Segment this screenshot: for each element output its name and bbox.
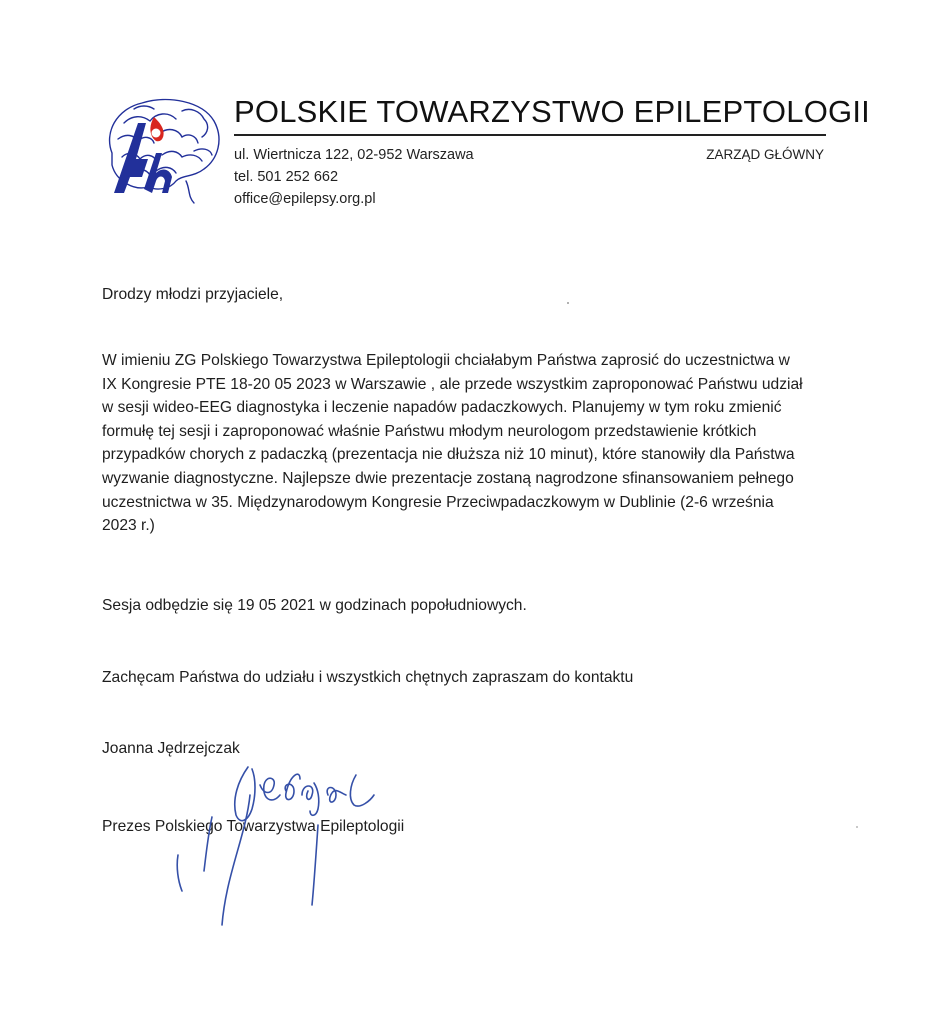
- encouragement-line: Zachęcam Państwa do udziału i wszystkich chętnych zapraszam do kontaktu: [102, 669, 634, 686]
- paragraph-line: formułę tej sesji i zaproponować właśnie Państwu młodym neurologom przedstawienie krótkich: [102, 422, 757, 440]
- session-info: Sesja odbędzie się 19 05 2021 w godzinach popołudniowych.: [102, 597, 527, 614]
- paragraph-line: W imieniu ZG Polskiego Towarzystwa Epileptologii chciałabym Państwa zaprosić do uczestnictwa w: [102, 352, 790, 369]
- address-line: ul. Wiertnicza 122, 02-952 Warszawa: [234, 147, 474, 163]
- paragraph-line: wyzwanie diagnostyczne. Najlepsze dwie prezentacje zostaną nagrodzone sfinansowaniem pełnego: [102, 469, 794, 487]
- signer-title: Prezes Polskiego Towarzystwa Epileptologii: [102, 818, 405, 835]
- board-label: ZARZĄD GŁÓWNY: [706, 147, 824, 162]
- signer-name: Joanna Jędrzejczak: [102, 740, 240, 757]
- paragraph-line: przypadków chorych z padaczką (prezentacja nie dłuższa niż 10 minut), które stanowiły dla Państwa: [102, 446, 795, 464]
- brain-logo-icon: [98, 93, 226, 205]
- handwritten-signature: [160, 755, 410, 935]
- scan-speck: [567, 302, 569, 304]
- paragraph-line: uczestnictwa w 35. Międzynarodowym Kongresie Przeciwpadaczkowym w Dublinie (2-6 września: [102, 493, 774, 511]
- organization-name: POLSKIE TOWARZYSTWO EPILEPTOLOGII: [234, 94, 870, 129]
- paragraph-line: IX Kongresie PTE 18-20 05 2023 w Warszawie , ale przede wszystkim zaproponować Państwu udział: [102, 375, 803, 393]
- invitation-paragraph: [102, 349, 803, 538]
- header-divider: [234, 134, 826, 136]
- email-line: office@epilepsy.org.pl: [234, 191, 376, 207]
- paragraph-line: w sesji wideo-EEG diagnostyka i leczenie napadów padaczkowych. Planujemy w tym roku zmienić: [102, 399, 782, 417]
- phone-line: tel. 501 252 662: [234, 169, 339, 185]
- scan-speck: [856, 826, 858, 828]
- greeting: Drodzy młodzi przyjaciele,: [102, 286, 284, 303]
- paragraph-line: 2023 r.): [102, 517, 155, 535]
